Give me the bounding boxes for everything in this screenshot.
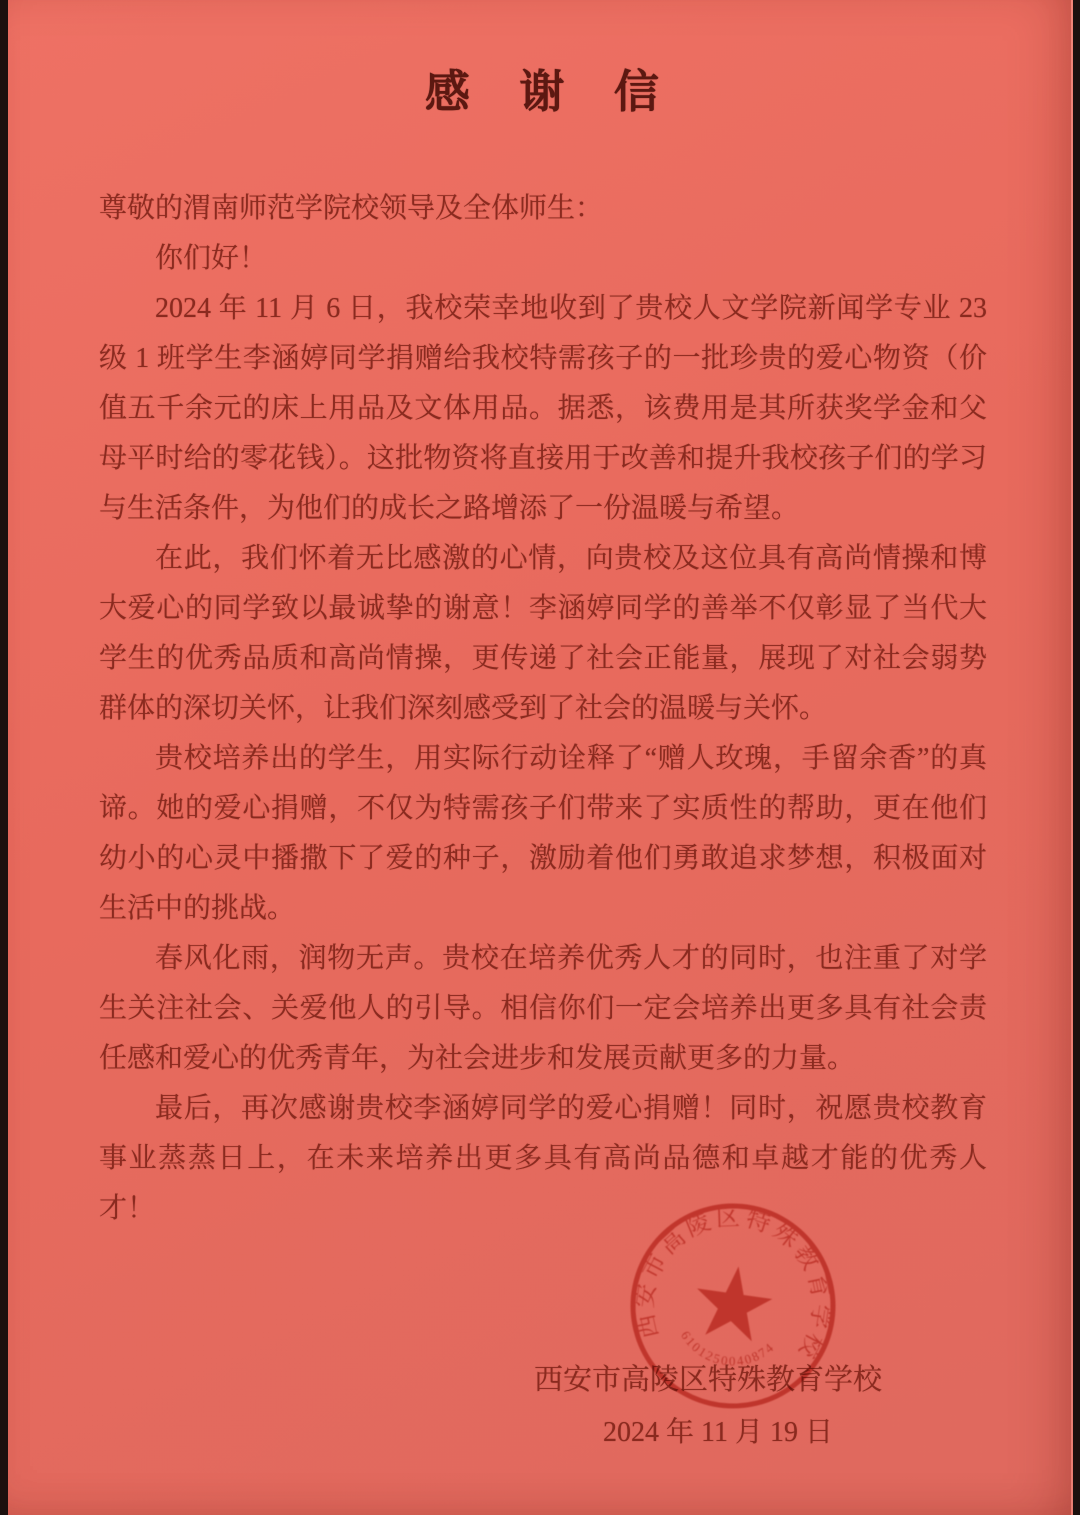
official-seal-stamp [603,1176,863,1436]
seal-code-text: 6101250040874 [678,1328,778,1369]
letter-title: 感 谢 信 [424,67,662,117]
letter-paragraph: 在此，我们怀着无比感激的心情，向贵校及这位具有高尚情操和博大爱心的同学致以最诚挚的谢意！李涵婷同学的善举不仅彰显了当代大学生的优秀品质和高尚情操，更传递了社会正能量，展现了对社会弱势群体的深切关怀，让我们深刻感受到了社会的温暖与关怀。 [99,543,987,724]
signature-block [99,1355,987,1458]
signature-date: 2024 年 11 月 19 日 [603,1417,833,1448]
salutation-line: 你们好！ [155,243,268,274]
letter-paragraph: 贵校培养出的学生，用实际行动诠释了“赠人玫瑰，手留余香”的真谛。她的爱心捐赠，不仅为特需孩子们带来了实质性的帮助，更在他们幼小的心灵中播撒下了爱的种子，激励着他们勇敢追求梦想，积极面对生活中的挑战。 [99,743,987,924]
signature-school-name: 西安市高陵区特殊教育学校 [533,1364,882,1396]
star-icon [691,1261,776,1343]
letter-paragraph: 最后，再次感谢贵校李涵婷同学的爱心捐赠！同时，祝愿贵校教育事业蒸蒸日上，在未来培养出更多具有高尚品德和卓越才能的优秀人才！ [99,1093,987,1224]
greeting-line: 尊敬的渭南师范学院校领导及全体师生： [99,193,604,224]
letter-paragraph: 2024 年 11 月 6 日，我校荣幸地收到了贵校人文学院新闻学专业 23 级 1 班学生李涵婷同学捐赠给我校特需孩子的一批珍贵的爱心物资（价值五千余元的床上用品及文体用品。据悉，该费用是其所获奖学金和父母平时给的零花钱）。这批物资将直接用于改善和提升我校孩子们的学习与生活条件，为他们的成长之路增添了一份温暖与希望。 [99,293,987,524]
seal-arc-text: 西安市高陵区特殊教育学校 [632,1205,835,1366]
letter-paper [8,0,1073,1515]
letter-paragraph: 春风化雨，润物无声。贵校在培养优秀人才的同时，也注重了对学生关注社会、关爱他人的引导。相信你们一定会培养出更多具有社会责任感和爱心的优秀青年，为社会进步和发展贡献更多的力量。 [99,943,987,1074]
